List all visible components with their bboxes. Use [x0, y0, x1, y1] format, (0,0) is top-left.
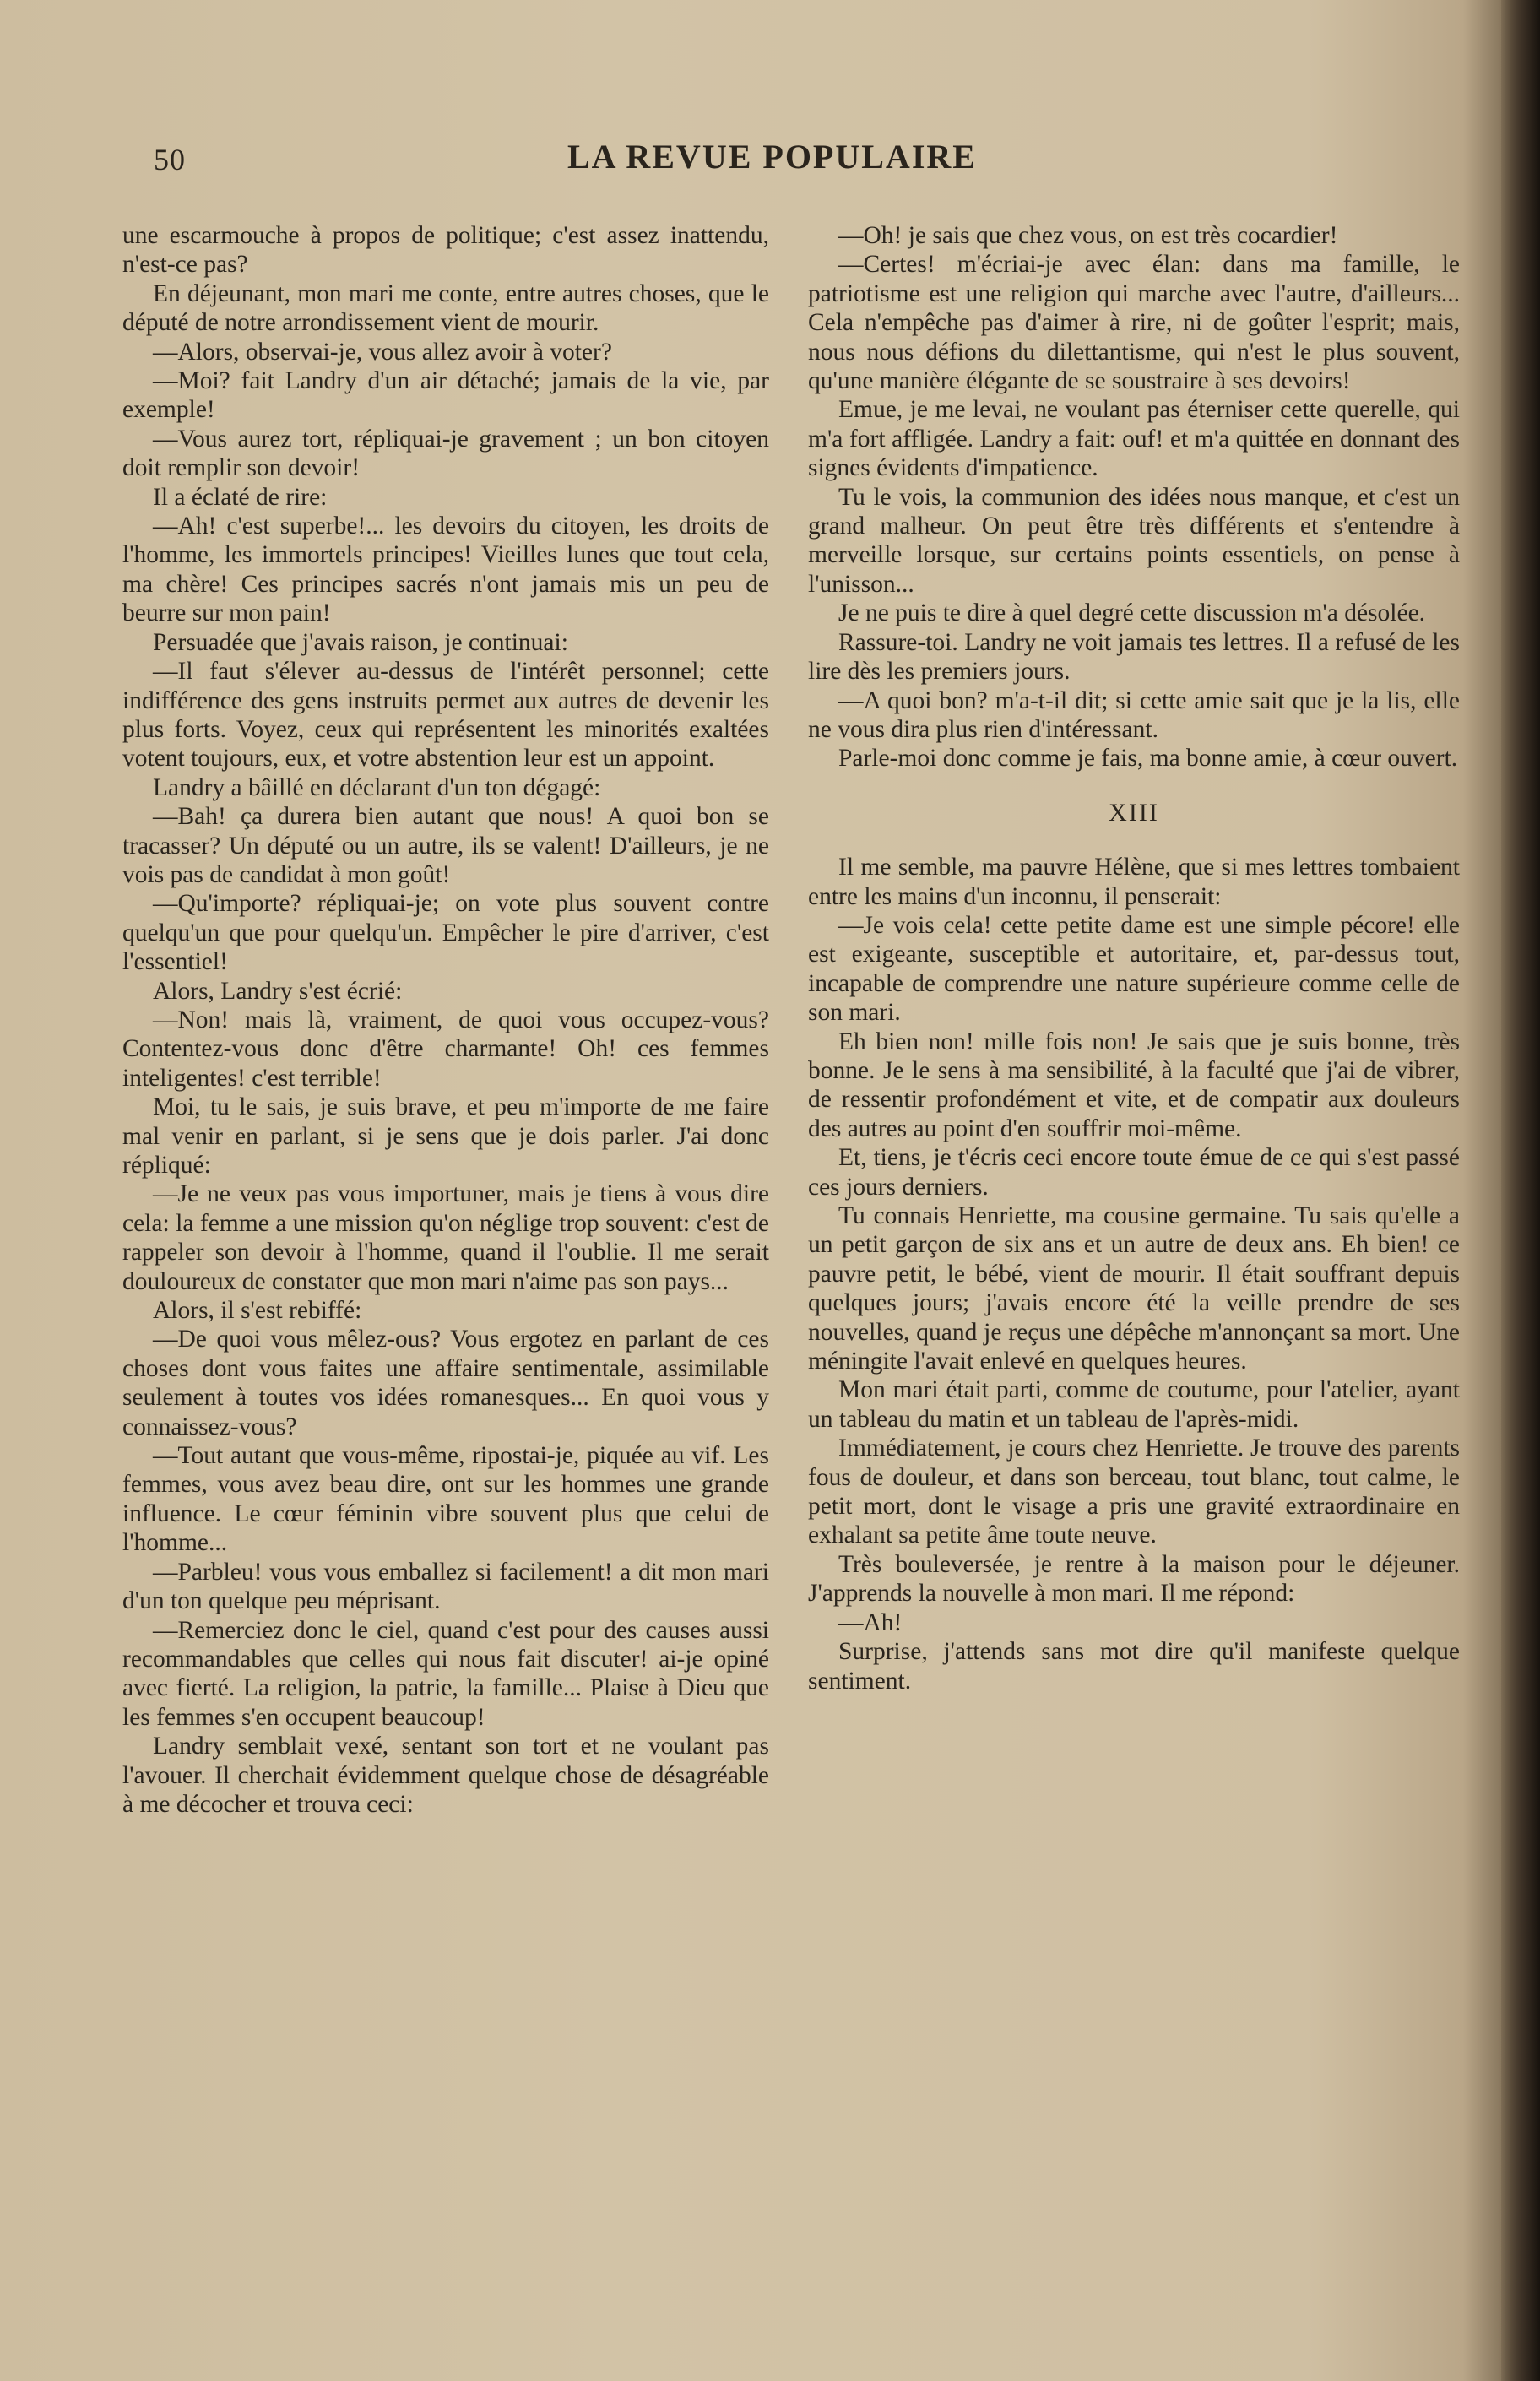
paragraph: Eh bien non! mille fois non! Je sais que je suis bonne, très bonne. Je le sens à ma sensibilité, à la faculté que j'ai de vibrer, de ressentir profondément et vite, et de compatir aux douleurs des autres au point d'en souffrir moi-même. — [808, 1028, 1460, 1142]
paragraph: —A quoi bon? m'a-t-il dit; si cette amie sait que je la lis, elle ne vous dira plus rien d'intéressant. — [808, 686, 1460, 743]
paragraph: Très bouleversée, je rentre à la maison pour le déjeuner. J'apprends la nouvelle à mon mari. Il me répond: — [808, 1550, 1460, 1608]
paragraph: Landry semblait vexé, sentant son tort et ne voulant pas l'avouer. Il cherchait évidemment quelque chose de désagréable à me décocher et trouva ceci: — [122, 1733, 769, 1818]
paragraph: —Qu'importe? répliquai-je; on vote plus souvent contre quelqu'un que pour quelqu'un. Empêcher le pire d'arriver, c'est l'essentiel! — [122, 890, 769, 976]
paragraph: —Vous aurez tort, répliquai-je gravement ; un bon citoyen doit remplir son devoir! — [122, 425, 769, 482]
paragraph: En déjeunant, mon mari me conte, entre autres choses, que le député de notre arrondissement vient de mourir. — [122, 279, 769, 337]
paragraph: Rassure-toi. Landry ne voit jamais tes lettres. Il a refusé de les lire dès les premiers jours. — [808, 628, 1460, 686]
paragraph: Landry a bâillé en déclarant d'un ton dégagé: — [153, 773, 601, 801]
paragraph: Je ne puis te dire à quel degré cette discussion m'a désolée. — [838, 599, 1426, 627]
paragraph: —Ah! c'est superbe!... les devoirs du citoyen, les droits de l'homme, les immortels principes! Vieilles lunes que tout cela, ma chère! Ces principes sacrés n'ont jamais mis un peu de beurre sur mon pain! — [122, 513, 769, 627]
paragraph: —Non! mais là, vraiment, de quoi vous occupez-vous? Contentez-vous donc d'être charmante! Oh! ces femmes inteligentes! c'est terrible! — [122, 1006, 769, 1092]
paragraph: —Remerciez donc le ciel, quand c'est pour des causes aussi recommandables que celles qui nous fait discuter! ai-je opiné avec fierté. La religion, la patrie, la famille... Plaise à Dieu que les femmes s'en occupent beaucoup! — [122, 1616, 769, 1731]
paragraph: Alors, il s'est rebiffé: — [153, 1297, 362, 1325]
paragraph: Mon mari était parti, comme de coutume, pour l'atelier, ayant un tableau du matin et un tableau de l'après-midi. — [808, 1376, 1460, 1433]
paragraph: Emue, je me levai, ne voulant pas éterniser cette querelle, qui m'a fort affligée. Landry a fait: ouf! et m'a quittée en donnant des signes évidents d'impatience. — [808, 396, 1460, 482]
paragraph: —Certes! m'écriai-je avec élan: dans ma famille, le patriotisme est une religion qui marche avec l'autre, d'ailleurs... Cela n'empêche pas d'aimer à rire, ni de goûter l'esprit; mais, nous nous défions du dilettantisme, qui n'est le plus souvent, qu'une manière élégante de se soustraire à ses devoirs! — [808, 251, 1460, 395]
page-number: 50 — [154, 143, 186, 176]
section-heading: XIII — [1109, 798, 1159, 827]
paragraph: Il a éclaté de rire: — [153, 483, 328, 511]
paragraph: Persuadée que j'avais raison, je continuai: — [153, 628, 568, 656]
paragraph: —Oh! je sais que chez vous, on est très cocardier! — [838, 222, 1338, 249]
paragraph: Immédiatement, je cours chez Henriette. Je trouve des parents fous de douleur, et dans son berceau, tout blanc, tout calme, le petit mort, dont le visage a pris une gravité extraordinaire en exhalant sa petite âme toute neuve. — [808, 1435, 1460, 1549]
paragraph: Tu connais Henriette, ma cousine germaine. Tu sais qu'elle a un petit garçon de six ans et un autre de deux ans. Eh bien! ce pauvre petit, le bébé, vient de mourir. Il était souffrant depuis quelques jours; j'avais encore été la veille prendre de ses nouvelles, quand je reçus une dépêche m'annonçant sa mort. Une méningite l'avait enlevé en quelques heures. — [808, 1202, 1460, 1375]
paragraph: une escarmouche à propos de politique; c'est assez inattendu, n'est-ce pas? — [122, 222, 769, 279]
paragraph: —Je ne veux pas vous importuner, mais je tiens à vous dire cela: la femme a une mission qu'on néglige trop souvent: c'est de rappeler son devoir à l'homme, quand il l'oublie. Il me serait douloureux de constater que mon mari n'aime pas son pays... — [122, 1180, 769, 1295]
paragraph: Et, tiens, je t'écris ceci encore toute émue de ce qui s'est passé ces jours derniers. — [808, 1144, 1460, 1201]
paragraph: Tu le vois, la communion des idées nous manque, et c'est un grand malheur. On peut être très différents et s'entendre à merveille lorsque, sur certains points essentiels, on pense à l'unisson... — [808, 483, 1460, 598]
paragraph: Alors, Landry s'est écrié: — [153, 977, 403, 1005]
paragraph: —Bah! ça durera bien autant que nous! A quoi bon se tracasser? Un député ou un autre, ils se valent! D'ailleurs, je ne vois pas de candidat à mon goût! — [122, 803, 769, 888]
paragraph: Moi, tu le sais, je suis brave, et peu m'importe de me faire mal venir en parlant, si je sens que je dois parler. J'ai donc répliqué: — [122, 1093, 769, 1179]
paragraph: —Moi? fait Landry d'un air détaché; jamais de la vie, par exemple! — [122, 367, 769, 424]
book-spine-shadow — [1501, 0, 1540, 2381]
paragraph: —Parbleu! vous vous emballez si facilement! a dit mon mari d'un ton quelque peu méprisant. — [122, 1558, 769, 1615]
paragraph: Il me semble, ma pauvre Hélène, que si mes lettres tombaient entre les mains d'un inconnu, il penserait: — [808, 854, 1460, 910]
paragraph: —Ah! — [838, 1608, 903, 1636]
paragraph: Parle-moi donc comme je fais, ma bonne amie, à cœur ouvert. — [838, 745, 1458, 773]
paragraph: —Tout autant que vous-même, ripostai-je, piquée au vif. Les femmes, vous avez beau dire, ont sur les hommes une grande influence. Le cœur féminin vibre souvent plus que celui de l'homme... — [122, 1442, 769, 1557]
right-column — [808, 221, 1460, 1695]
paragraph: Surprise, j'attends sans mot dire qu'il manifeste quelque sentiment. — [808, 1638, 1460, 1695]
left-column — [122, 221, 769, 1819]
running-head: LA REVUE POPULAIRE — [567, 138, 977, 176]
paragraph: —De quoi vous mêlez-ous? Vous ergotez en parlant de ces choses dont vous faites une affaire sentimentale, assimilable seulement à toutes vos idées romanesques... En quoi vous y connaissez-vous? — [122, 1326, 769, 1440]
paragraph: —Je vois cela! cette petite dame est une simple pécore! elle est exigeante, susceptible et autoritaire, et, par-dessus tout, incapable de comprendre une nature supérieure comme celle de son mari. — [808, 911, 1460, 1027]
paragraph: —Il faut s'élever au-dessus de l'intérêt personnel; cette indifférence des gens instruits permet aux autres de devenir les plus forts. Voyez, ceux qui représentent les minorités exaltées votent toujours, eux, et votre abstention leur est un appoint. — [122, 658, 769, 773]
paragraph: —Alors, observai-je, vous allez avoir à voter? — [153, 338, 612, 366]
